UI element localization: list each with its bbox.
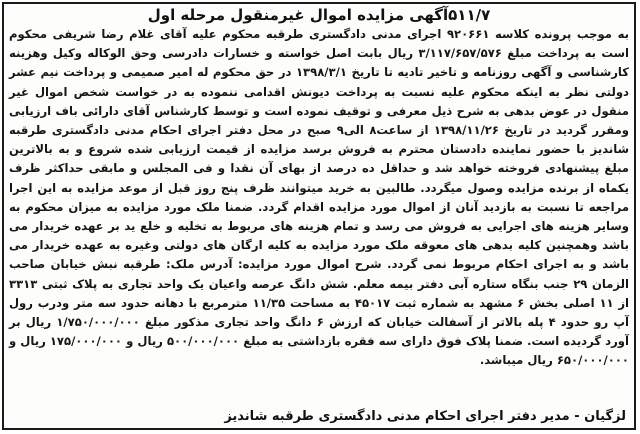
notice-body: به موجب پرونده کلاسه ۹۲۰۶۶۱ اجرای مدنی دادگستری طرقبه محکوم علیه آقای غلام رضا شریفی محکوم است به پرداخت مبلغ ۳/۱۱۷/۶۵۷/۵۷۶ ریال بابت اصل خواسته و خسارات دادرسی وحق الوکاله وکیل وهزینه کارشناسی و آگهی روزنامه و تاخیر تادیه تا تاریخ ۱۳۹۸/۳/۱ در حق محکوم له امیر صمیمی و پرداخت نیم عشر دولتی نظر به اینکه محکوم علیه نسبت به پرداخت دیونش اقدامی ننموده به در خواست شخص اموال غیر منقول در عوض بدهی به شرح ذیل معرفی و توقیف نموده است و توسط کارشناس آقای دارائی باف ارزیابی ومقرر گردید در تاریخ ۱۳۹۸/۱۱/۲۶ از ساعت۸ الی۹ صبح در محل دفتر اجرای احکام مدنی دادگستری طرقبه شاندیز با حضور نماینده دادستان محترم به فروش برسد مزایده از قیمت ارزیابی شده شروع و به بالاترین مبلغ پیشنهادی فروخته خواهد شد و حداقل ده درصد از بهای آن نقدا و فی المجلس و مابقی حداکثر ظرف یکماه از برنده مزایده وصول میگردد. طالبین به خرید میتوانند ظرف پنج روز قبل از موعد مزایده به این اجرا مراجعه تا نسبت به بازدید آنان از اموال مورد مزایده اقدام گردد. ضمنا ملک مورد مزایده به میزان محکوم به وسایر هزینه های اجرایی به فروش می رسد و تمام هزینه های مربوط به تخلیه و خلع ید بر عهده خریدار می باشد وهمچنین کلیه بدهی های معوقه ملک مورد مزایده به کلیه ارگان های دولتی وغیره به عهده خریدار می باشد و به اجرای احکام مربوط نمی گردد. شرح اموال مورد مزایده: آدرس ملک: طرقبه نبش خیابان صاحب الزمان ۲۹ جنب بنگاه ستاره آبی دفتر بیمه معلم. شش دانگ عرصه واعیان یک واحد تجاری به پلاک ثبتی ۳۳۱۳ از ۱۱ اصلی بخش ۶ مشهد به شماره ثبت ۴۵۰۱۷ به مساحت ۱۱/۳۵ مترمربع با دهانه حدود سه متر ودرب رول آپ رو حدود ۴ پله بالاتر از آسفالت خیابان که ارزش ۶ دانگ واحد تجاری مذکور مبلغ ۱/۷۵۰/۰۰۰/۰۰۰ ریال بر آورد گردیده است. ضمنا پلاک فوق دارای سه فقره بازداشتی به مبلغ ۵۰۰/۰۰۰/۰۰۰ ریال و ۱۷۵/۰۰۰/۰۰۰ ریال و ۶۵۰/۰۰۰/۰۰۰ ریال میباشد.: [9, 27, 630, 368]
auction-notice: [2, 2, 636, 430]
notice-signature: لزگیان - مدیر دفتر اجرای احکام مدنی دادگستری طرقبه شاندیز: [224, 409, 626, 424]
notice-title: ۵۱۱/۷آگهی مزایده اموال غیرمنقول مرحله اول: [147, 6, 491, 24]
